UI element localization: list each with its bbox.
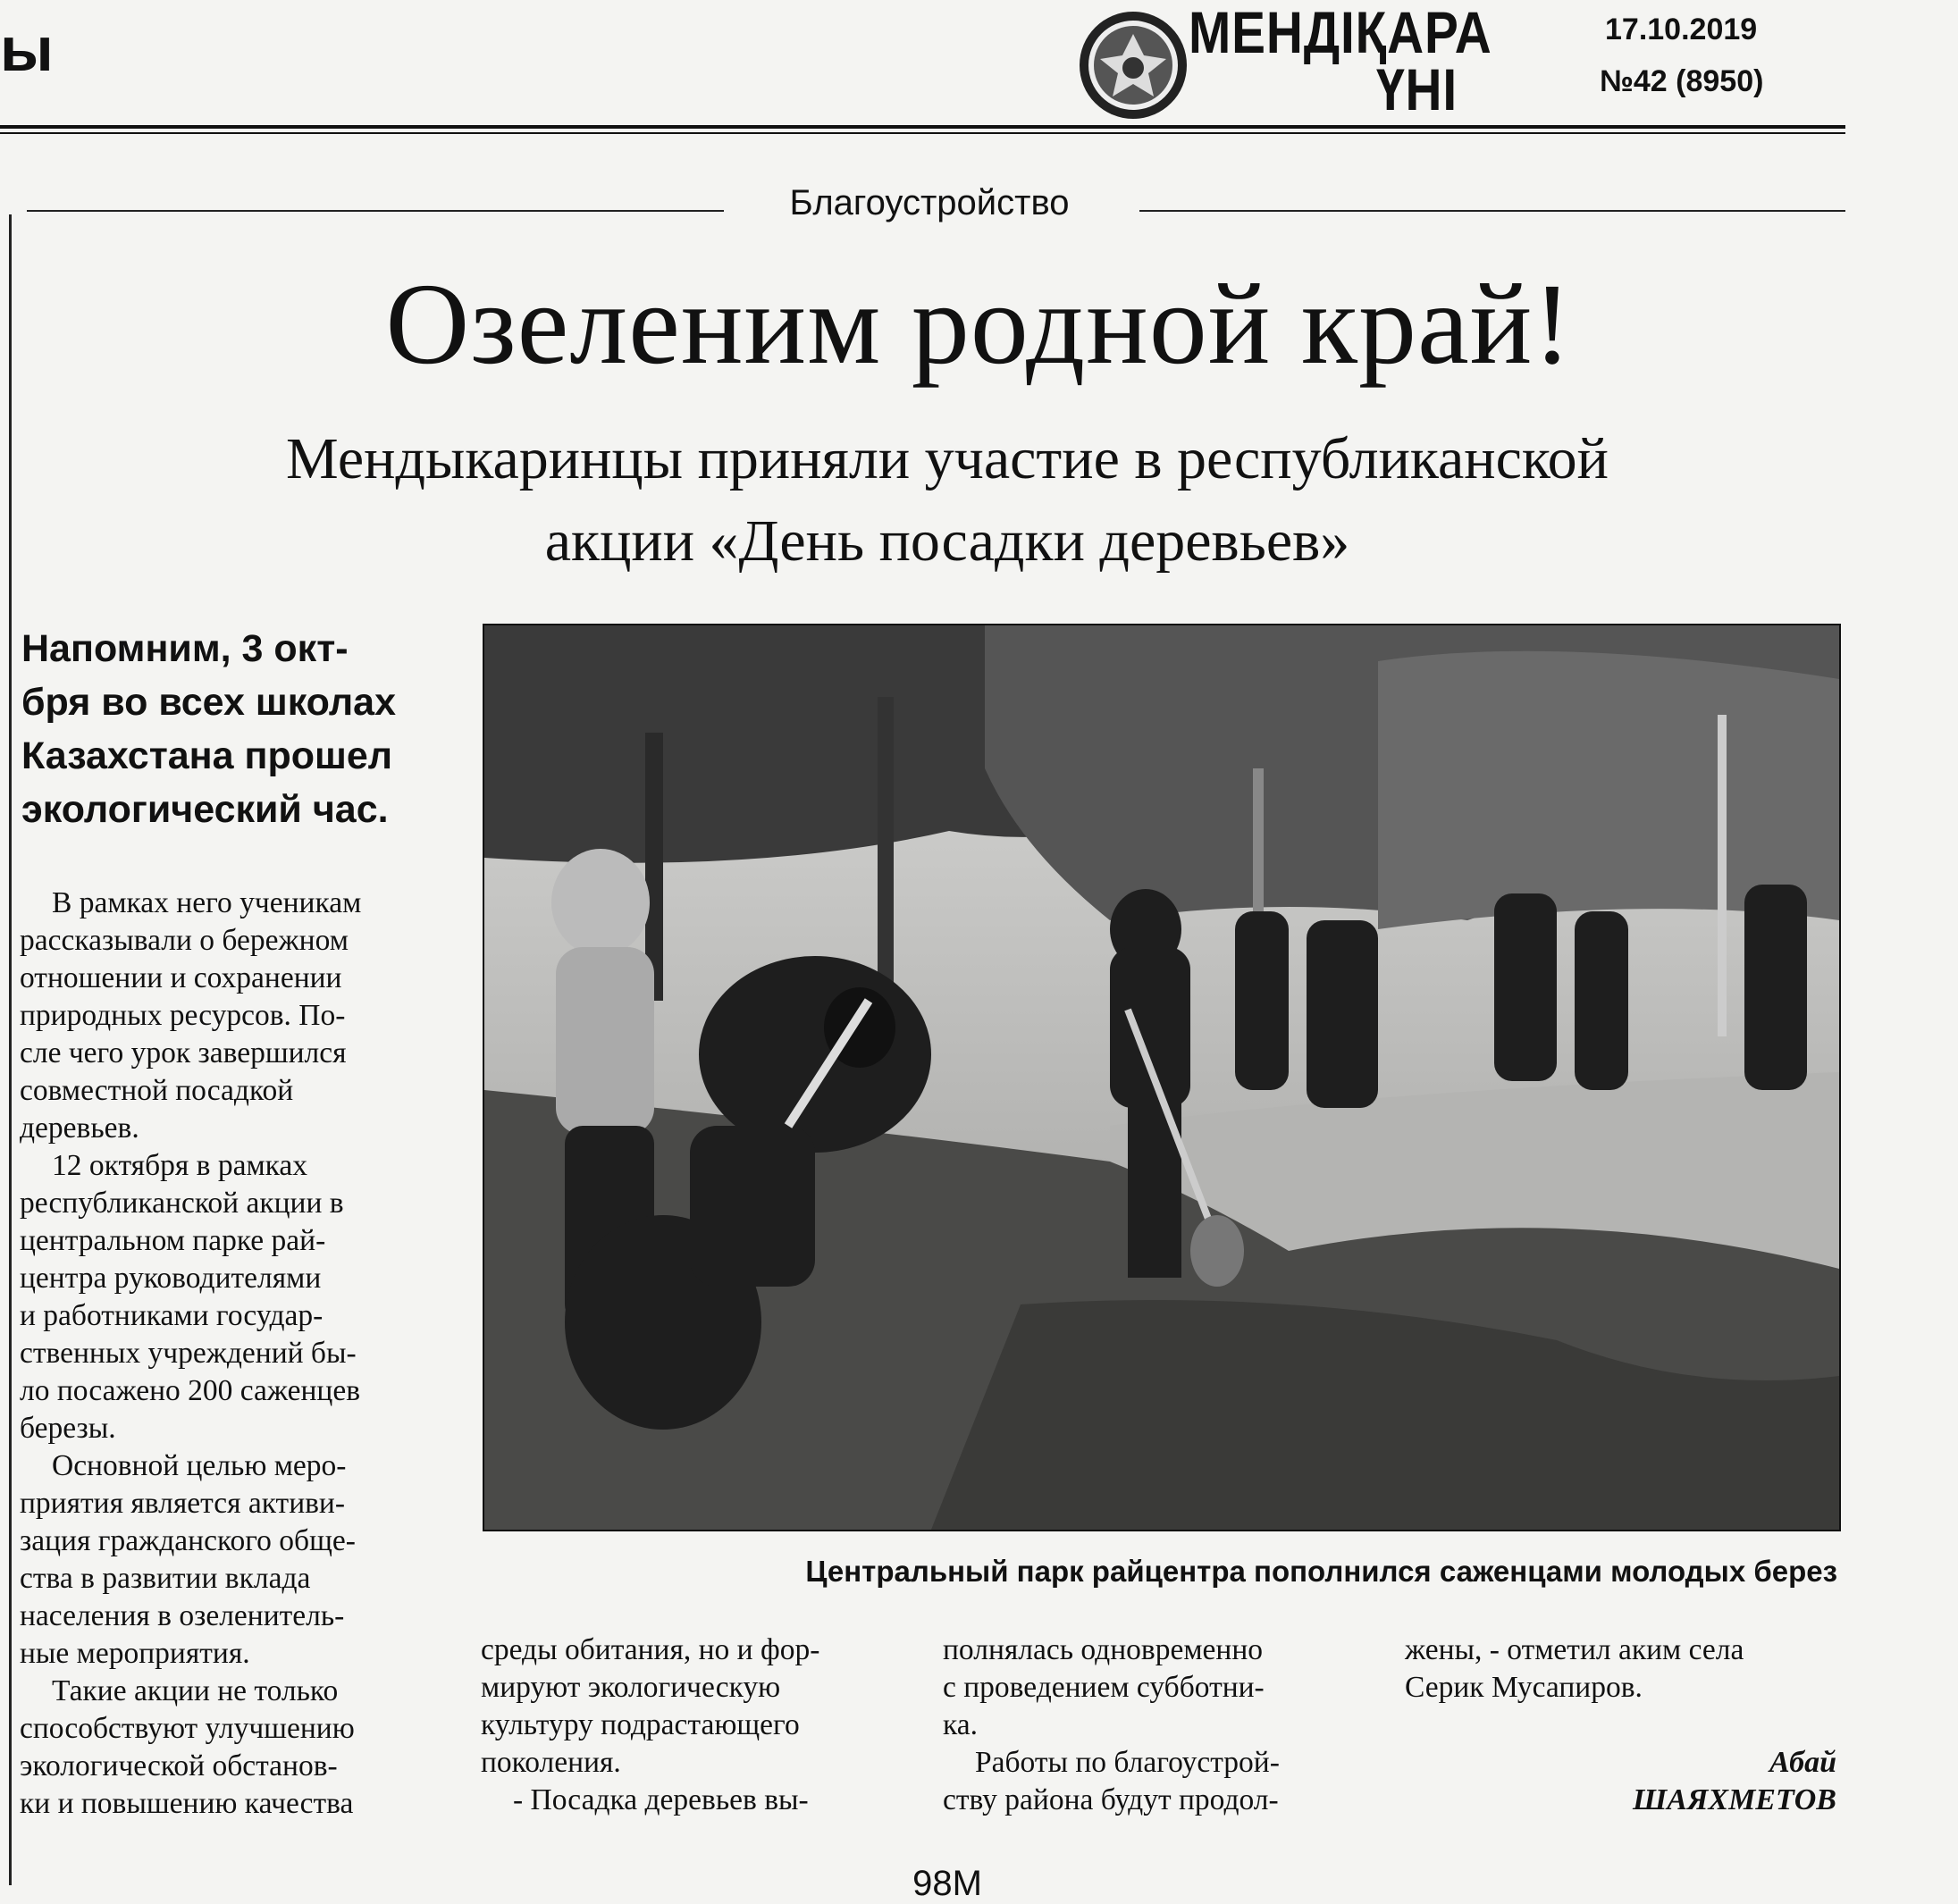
article-photo xyxy=(483,624,1841,1531)
author-last-name: ШАЯХМЕТОВ xyxy=(1633,1783,1836,1816)
body-line: совместной посадкой xyxy=(20,1074,294,1107)
body-column-2 xyxy=(481,1631,919,1819)
newspaper-title xyxy=(1189,0,1492,122)
district-emblem-icon xyxy=(1077,9,1189,122)
newspaper-title-line1: МЕНДІҚАРА xyxy=(1189,0,1492,65)
issue-number: №42 (8950) xyxy=(1600,64,1764,98)
section-label: Благоустройство xyxy=(789,183,1070,222)
lead-line: Напомним, 3 окт- xyxy=(21,627,349,670)
body-line: мируют экологическую xyxy=(481,1671,781,1704)
body-line: Основной целью меро- xyxy=(52,1449,347,1482)
body-line: экологической обстанов- xyxy=(20,1749,338,1782)
body-line: природных ресурсов. По- xyxy=(20,999,346,1032)
body-line: ные мероприятия. xyxy=(20,1637,250,1670)
body-line: 12 октября в рамках xyxy=(52,1149,308,1182)
body-line: зация гражданского обще- xyxy=(20,1524,356,1557)
park-tree-planting-scene xyxy=(484,625,1839,1530)
body-line: сле чего урок завершился xyxy=(20,1036,347,1069)
body-line: ственных учреждений бы- xyxy=(20,1337,357,1370)
body-line: культуру подрастающего xyxy=(481,1708,800,1741)
body-line: Серик Мусапиров. xyxy=(1405,1671,1643,1704)
lead-line: Казахстана прошел xyxy=(21,734,393,777)
body-line: полнялась одновременно xyxy=(943,1633,1264,1666)
lead-line: экологический час. xyxy=(21,788,389,831)
lead-paragraph xyxy=(21,622,441,836)
body-line: отношении и сохранении xyxy=(20,961,342,994)
masthead-rule xyxy=(0,125,1845,129)
body-line: с проведением субботни- xyxy=(943,1671,1265,1704)
body-line: населения в озеленитель- xyxy=(20,1599,345,1632)
body-line: республиканской акции в xyxy=(20,1187,344,1220)
body-line: способствуют улучшению xyxy=(20,1712,355,1745)
issue-date: 17.10.2019 xyxy=(1605,13,1758,46)
body-line: центральном парке рай- xyxy=(20,1224,326,1257)
headline: Озеленим родной край! xyxy=(385,260,1573,389)
body-line: рассказывали о бережном xyxy=(20,924,349,957)
body-line: В рамках него ученикам xyxy=(52,886,362,919)
body-line: ка. xyxy=(943,1708,979,1741)
previous-page-fragment: ы xyxy=(0,14,54,84)
body-line: поколения. xyxy=(481,1746,621,1779)
body-line: ло посажено 200 саженцев xyxy=(20,1374,361,1407)
column-divider xyxy=(9,214,12,1885)
masthead-rule-thin xyxy=(0,132,1845,134)
body-line: Работы по благоустрой- xyxy=(975,1746,1280,1779)
body-line: жены, - отметил аким села xyxy=(1405,1633,1744,1666)
page-folio: 98M xyxy=(912,1864,982,1903)
body-line: ства в развитии вклада xyxy=(20,1562,311,1595)
subheadline-line: Мендыкаринцы приняли участие в республиканской xyxy=(286,426,1609,491)
body-line: и работниками государ- xyxy=(20,1299,324,1332)
author-first-name: Абай xyxy=(1769,1746,1836,1779)
subheadline-line: акции «День посадки деревьев» xyxy=(544,508,1350,574)
body-line: березы. xyxy=(20,1412,116,1445)
section-rule-right xyxy=(1139,210,1845,212)
body-column-3 xyxy=(943,1631,1381,1819)
lead-line: бря во всех школах xyxy=(21,681,396,724)
body-line: Такие акции не только xyxy=(52,1674,339,1707)
body-line: среды обитания, но и фор- xyxy=(481,1633,820,1666)
author-signature xyxy=(1519,1744,1836,1819)
body-line: ки и повышению качества xyxy=(20,1787,354,1820)
subheadline xyxy=(36,418,1859,583)
section-rule-left xyxy=(27,210,724,212)
body-column-4 xyxy=(1405,1631,1843,1707)
body-column-1 xyxy=(20,885,449,1823)
body-line: ству района будут продол- xyxy=(943,1783,1279,1816)
body-line: приятия является активи- xyxy=(20,1487,346,1520)
body-line: деревьев. xyxy=(20,1111,139,1145)
body-line: центра руководителями xyxy=(20,1262,322,1295)
newspaper-title-line2: ҮНІ xyxy=(1376,56,1458,122)
photo-caption: Центральный парк райцентра пополнился саженцами молодых берез xyxy=(805,1555,1837,1588)
body-line: - Посадка деревьев вы- xyxy=(513,1783,809,1816)
